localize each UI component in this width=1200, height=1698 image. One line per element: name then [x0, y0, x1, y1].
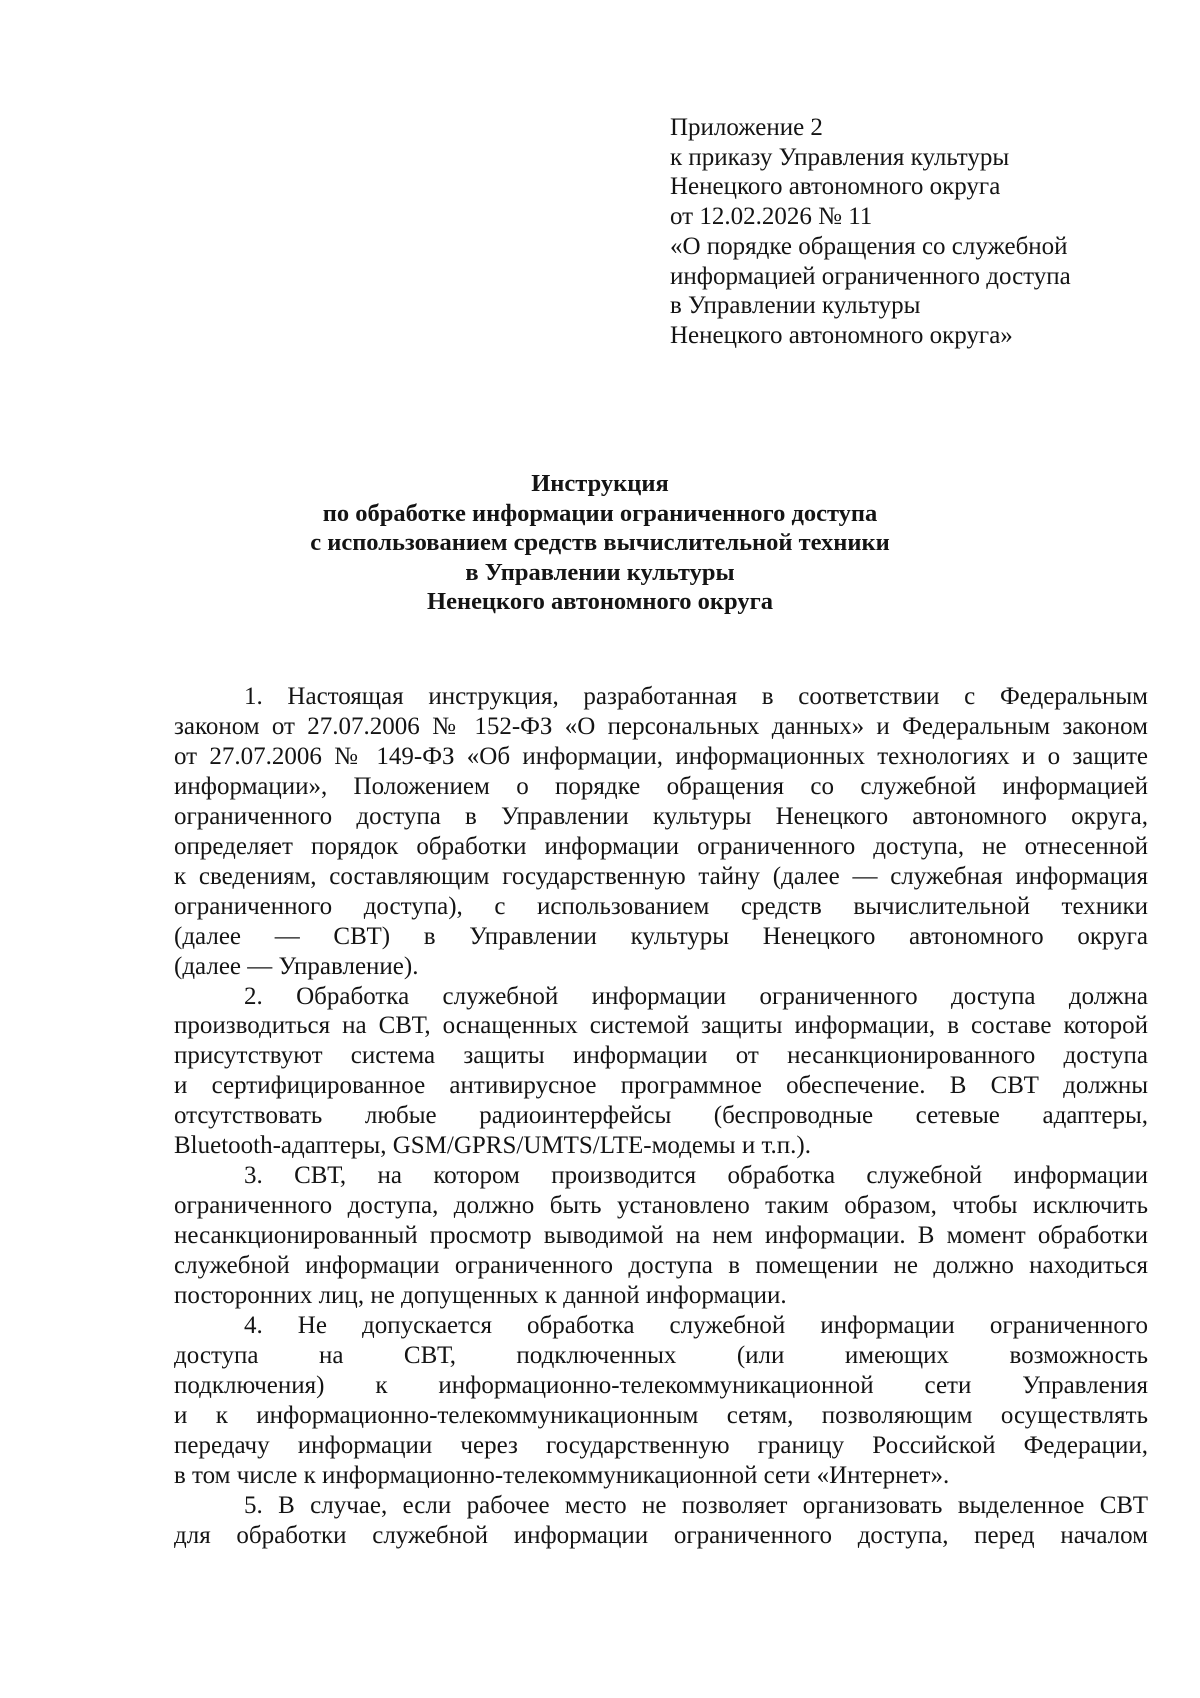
paragraph-line: определяет порядок обработки информации ограниченного доступа, не отнесенной — [174, 832, 1148, 860]
document-title — [150, 469, 1050, 617]
annex-line: информацией ограниченного доступа — [670, 262, 1071, 290]
paragraph-line: от 27.07.2006 № 149-ФЗ «Об информации, информационных технологиях и о защите — [174, 742, 1148, 770]
paragraph-line: в том числе к информационно-телекоммуникационной сети «Интернет». — [174, 1461, 950, 1489]
paragraph-line: 3. СВТ, на котором производится обработка служебной информации — [244, 1162, 1148, 1190]
title-line: Ненецкого автономного округа — [427, 588, 773, 615]
paragraph-line: доступа на СВТ, подключенных (или имеющих возможность — [174, 1341, 1148, 1369]
paragraph-line: передачу информации через государственную границу Российской Федерации, — [174, 1431, 1148, 1459]
paragraph-line: законом от 27.07.2006 № 152-ФЗ «О персональных данных» и Федеральным законом — [174, 712, 1148, 740]
paragraph-line: производиться на СВТ, оснащенных системой защиты информации, в составе которой — [174, 1012, 1148, 1040]
paragraph-line: к сведениям, составляющим государственную тайну (далее — служебная информация — [174, 862, 1148, 890]
document-body — [174, 682, 1148, 1551]
paragraph-line: присутствуют система защиты информации от несанкционированного доступа — [174, 1042, 1148, 1070]
annex-line: «О порядке обращения со служебной — [670, 232, 1068, 260]
paragraph-line: ограниченного доступа), с использованием средств вычислительной техники — [174, 892, 1148, 920]
annex-line: Ненецкого автономного округа — [670, 173, 1001, 201]
paragraph-line: (далее — СВТ) в Управлении культуры Ненецкого автономного округа — [174, 922, 1148, 950]
paragraph-1 — [174, 682, 1148, 982]
annex-line: от 12.02.2026 № 11 — [670, 203, 873, 231]
paragraph-3 — [174, 1161, 1148, 1311]
annex-header — [670, 113, 1150, 351]
paragraph-line: отсутствовать любые радиоинтерфейсы (беспроводные сетевые адаптеры, — [174, 1102, 1148, 1130]
annex-line: к приказу Управления культуры — [670, 143, 1010, 171]
paragraph-4 — [174, 1311, 1148, 1491]
paragraph-2 — [174, 982, 1148, 1162]
paragraph-line: ограниченного доступа, должно быть установлено таким образом, чтобы исключить — [174, 1192, 1148, 1220]
paragraph-line: служебной информации ограниченного доступа в помещении не должно находиться — [174, 1252, 1148, 1280]
paragraph-5 — [174, 1491, 1148, 1551]
annex-line: Приложение 2 — [670, 114, 823, 141]
paragraph-line: 4. Не допускается обработка служебной информации ограниченного — [244, 1312, 1148, 1340]
paragraph-line: подключения) к информационно-телекоммуникационной сети Управления — [174, 1371, 1148, 1399]
annex-line: Ненецкого автономного округа» — [670, 321, 1013, 349]
paragraph-line: ограниченного доступа в Управлении культуры Ненецкого автономного округа, — [174, 802, 1148, 830]
title-line: с использованием средств вычислительной техники — [310, 529, 890, 556]
paragraph-line: посторонних лиц, не допущенных к данной информации. — [174, 1282, 787, 1310]
paragraph-line: (далее — Управление). — [174, 952, 419, 980]
paragraph-line: для обработки служебной информации ограниченного доступа, перед началом — [174, 1521, 1148, 1549]
title-line: по обработке информации ограниченного доступа — [322, 499, 878, 527]
paragraph-line: 5. В случае, если рабочее место не позволяет организовать выделенное СВТ — [244, 1491, 1148, 1519]
paragraph-line: и к информационно-телекоммуникационным сетям, позволяющим осуществлять — [174, 1401, 1148, 1429]
paragraph-line: Bluetooth-адаптеры, GSM/GPRS/UMTS/LTE-модемы и т.п.). — [174, 1132, 811, 1160]
annex-line: в Управлении культуры — [670, 292, 921, 320]
paragraph-line: 1. Настоящая инструкция, разработанная в соответствии с Федеральным — [244, 683, 1148, 710]
paragraph-line: 2. Обработка служебной информации ограниченного доступа должна — [244, 982, 1148, 1010]
paragraph-line: и сертифицированное антивирусное программное обеспечение. В СВТ должны — [174, 1072, 1148, 1100]
paragraph-line: информации», Положением о порядке обращения со служебной информацией — [174, 772, 1148, 800]
paragraph-line: несанкционированный просмотр выводимой на нем информации. В момент обработки — [174, 1222, 1148, 1250]
title-line: в Управлении культуры — [465, 558, 735, 586]
title-line: Инструкция — [531, 470, 669, 497]
